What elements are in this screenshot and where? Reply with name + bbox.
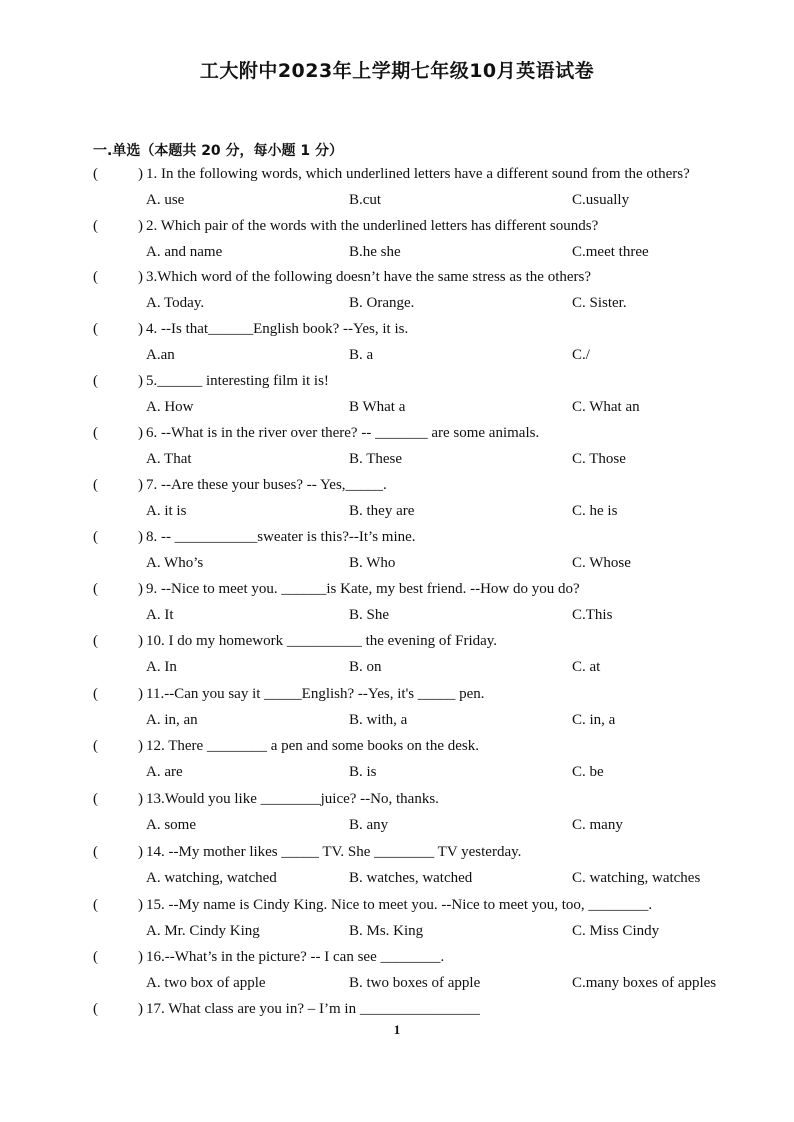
answer-paren-open[interactable]: ( (93, 791, 98, 807)
page-number: 1 (393, 1022, 401, 1037)
answer-paren-open[interactable]: ( (93, 686, 98, 702)
question-3 (0, 269, 794, 295)
option-c[interactable]: C. many (572, 817, 623, 833)
question-stem: 3.Which word of the following doesn’t have the same stress as the others? (146, 269, 592, 285)
option-a[interactable]: A. are (146, 764, 183, 780)
answer-paren-close: ) (138, 897, 143, 913)
question-5 (0, 373, 794, 399)
option-a[interactable]: A. in, an (146, 712, 198, 728)
option-a[interactable]: A. How (146, 399, 194, 415)
option-a[interactable]: A. watching, watched (146, 870, 277, 886)
question-stem: 10. I do my homework __________ the evening of Friday. (146, 633, 498, 649)
answer-paren-open[interactable]: ( (93, 1001, 98, 1017)
option-c[interactable]: C.This (572, 607, 613, 623)
option-a[interactable]: A. Who’s (146, 555, 204, 571)
option-c[interactable]: C. in, a (572, 712, 616, 728)
question-stem: 8. -- ___________sweater is this?--It’s mine. (146, 529, 416, 545)
option-a[interactable]: A. Today. (146, 295, 205, 311)
question-15 (0, 897, 794, 923)
question-12 (0, 738, 794, 764)
option-a[interactable]: A. use (146, 192, 185, 208)
question-1 (0, 166, 794, 192)
answer-paren-close: ) (138, 949, 143, 965)
question-stem: 5.______ interesting film it is! (146, 373, 329, 389)
question-stem: 13.Would you like ________juice? --No, thanks. (146, 791, 439, 807)
option-a[interactable]: A. That (146, 451, 192, 467)
question-8 (0, 529, 794, 555)
question-stem: 17. What class are you in? – I’m in ________________ (146, 1001, 480, 1017)
option-a[interactable]: A. some (146, 817, 196, 833)
option-c[interactable]: C. be (572, 764, 604, 780)
option-c[interactable]: C. watching, watches (572, 870, 701, 886)
option-b[interactable]: B What a (349, 399, 406, 415)
option-b[interactable]: B.cut (349, 192, 382, 208)
option-b[interactable]: B. Who (349, 555, 396, 571)
question-stem: 15. --My name is Cindy King. Nice to meet you. --Nice to meet you, too, ________. (146, 897, 653, 913)
option-b[interactable]: B. These (349, 451, 403, 467)
answer-paren-close: ) (138, 581, 143, 597)
answer-paren-open[interactable]: ( (93, 477, 98, 493)
answer-paren-close: ) (138, 529, 143, 545)
option-b[interactable]: B. they are (349, 503, 415, 519)
answer-paren-close: ) (138, 269, 143, 285)
option-b[interactable]: B. Orange. (349, 295, 415, 311)
answer-paren-close: ) (138, 633, 143, 649)
exam-title: 工大附中2023年上学期七年级10月英语试卷 (199, 60, 595, 82)
question-10 (0, 633, 794, 659)
question-9 (0, 581, 794, 607)
option-a[interactable]: A. and name (146, 244, 223, 260)
answer-paren-close: ) (138, 218, 143, 234)
answer-paren-open[interactable]: ( (93, 633, 98, 649)
option-c[interactable]: C. Sister. (572, 295, 627, 311)
question-13 (0, 791, 794, 817)
option-c[interactable]: C. he is (572, 503, 618, 519)
question-stem: 9. --Nice to meet you. ______is Kate, my best friend. --How do you do? (146, 581, 580, 597)
option-b[interactable]: B. two boxes of apple (349, 975, 481, 991)
answer-paren-open[interactable]: ( (93, 425, 98, 441)
option-b[interactable]: B. watches, watched (349, 870, 473, 886)
answer-paren-open[interactable]: ( (93, 844, 98, 860)
answer-paren-close: ) (138, 1001, 143, 1017)
answer-paren-open[interactable]: ( (93, 166, 98, 182)
answer-paren-close: ) (138, 791, 143, 807)
answer-paren-close: ) (138, 321, 143, 337)
answer-paren-open[interactable]: ( (93, 321, 98, 337)
option-a[interactable]: A. It (146, 607, 174, 623)
question-7 (0, 477, 794, 503)
answer-paren-close: ) (138, 686, 143, 702)
option-a[interactable]: A. Mr. Cindy King (146, 923, 260, 939)
option-b[interactable]: B. is (349, 764, 377, 780)
answer-paren-close: ) (138, 844, 143, 860)
option-c[interactable]: C.many boxes of apples (572, 975, 717, 991)
question-stem: 14. --My mother likes _____ TV. She ________ TV yesterday. (146, 844, 522, 860)
answer-paren-open[interactable]: ( (93, 373, 98, 389)
question-stem: 1. In the following words, which underlined letters have a different sound from the others? (146, 166, 690, 182)
answer-paren-open[interactable]: ( (93, 949, 98, 965)
answer-paren-close: ) (138, 477, 143, 493)
option-a[interactable]: A. two box of apple (146, 975, 266, 991)
option-c[interactable]: C. Miss Cindy (572, 923, 660, 939)
option-a[interactable]: A. it is (146, 503, 187, 519)
answer-paren-close: ) (138, 738, 143, 754)
option-b[interactable]: B. with, a (349, 712, 408, 728)
answer-paren-open[interactable]: ( (93, 529, 98, 545)
option-c[interactable]: C. at (572, 659, 601, 675)
option-c[interactable]: C. What an (572, 399, 640, 415)
answer-paren-open[interactable]: ( (93, 897, 98, 913)
option-a[interactable]: A. In (146, 659, 177, 675)
option-c[interactable]: C.usually (572, 192, 630, 208)
question-4 (0, 321, 794, 347)
answer-paren-close: ) (138, 166, 143, 182)
answer-paren-open[interactable]: ( (93, 218, 98, 234)
option-b[interactable]: B. on (349, 659, 382, 675)
option-c[interactable]: C. Whose (572, 555, 631, 571)
question-stem: 12. There ________ a pen and some books on the desk. (146, 738, 479, 754)
question-14 (0, 844, 794, 870)
question-6 (0, 425, 794, 451)
option-c[interactable]: C. Those (572, 451, 626, 467)
answer-paren-close: ) (138, 425, 143, 441)
question-stem: 16.--What’s in the picture? -- I can see ________. (146, 949, 445, 965)
question-stem: 2. Which pair of the words with the underlined letters has different sounds? (146, 218, 599, 234)
answer-paren-open[interactable]: ( (93, 581, 98, 597)
question-stem: 7. --Are these your buses? -- Yes,_____. (146, 477, 387, 493)
option-a[interactable]: A.an (146, 347, 175, 363)
question-2 (0, 218, 794, 244)
section-heading: 一.单选（本题共 20 分，每小题 1 分） (93, 143, 344, 159)
question-stem: 6. --What is in the river over there? -- _______ are some animals. (146, 425, 540, 441)
option-b[interactable]: B. Ms. King (349, 923, 424, 939)
question-16 (0, 949, 794, 975)
question-stem: 11.--Can you say it _____English? --Yes, it's _____ pen. (146, 686, 485, 702)
option-b[interactable]: B. a (349, 347, 374, 363)
answer-paren-open[interactable]: ( (93, 738, 98, 754)
question-11 (0, 686, 794, 712)
question-stem: 4. --Is that______English book? --Yes, it is. (146, 321, 409, 337)
answer-paren-close: ) (138, 373, 143, 389)
answer-paren-open[interactable]: ( (93, 269, 98, 285)
option-c[interactable]: C./ (572, 347, 590, 363)
option-b[interactable]: B. She (349, 607, 390, 623)
option-c[interactable]: C.meet three (572, 244, 649, 260)
option-b[interactable]: B. any (349, 817, 389, 833)
option-b[interactable]: B.he she (349, 244, 401, 260)
